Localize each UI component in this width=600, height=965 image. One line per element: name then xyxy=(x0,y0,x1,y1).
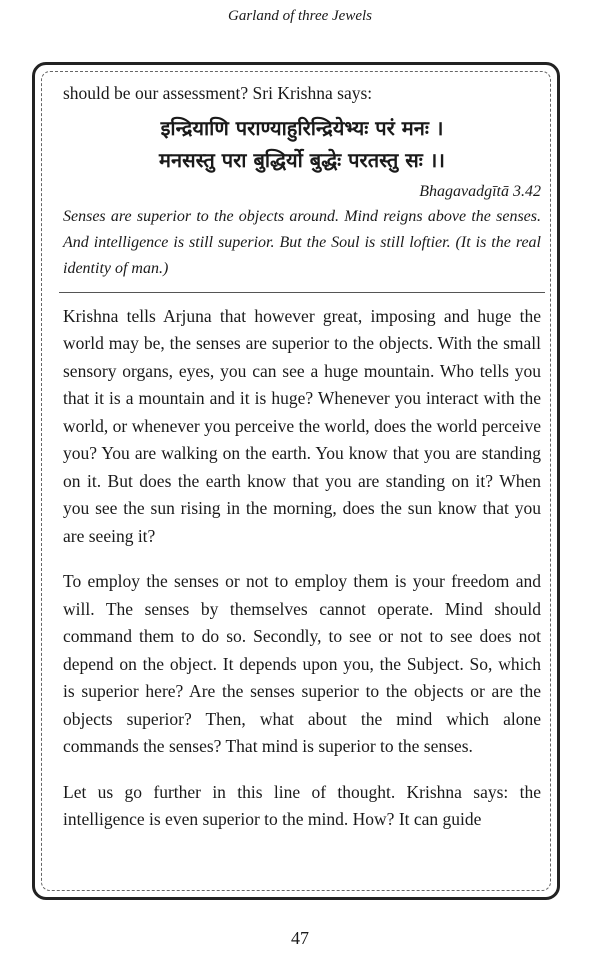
body-paragraph: Krishna tells Arjuna that however great, imposing and huge the world may be, the senses are superior to the objects. With the small sensory organs, eyes, you can see a huge mountain. Who tells you that it is a mountain and it is huge? Whenever you interact with the world, or whenever you perceive the world, does the world perceive you? You are walking on the earth. You know that you are standing on it. But does the earth know that you are standing on it? When you see the sun rising in the morning, does the sun know that you are seeing it? xyxy=(63,305,541,546)
sanskrit-verse-line-2: मनसस्तु परा बुद्धिर्यो बुद्धेः परतस्तु सः ।। xyxy=(159,147,445,172)
sanskrit-verse xyxy=(63,112,541,176)
intro-line: should be our assessment? Sri Krishna says: xyxy=(63,83,373,103)
verse-citation: Bhagavadgītā 3.42 xyxy=(419,182,541,200)
body-paragraph: To employ the senses or not to employ them is your freedom and will. The senses by themselves cannot operate. Mind should command them to do so. Secondly, to see or not to see does not depend on the object. It depends upon you, the Subject. So, which is superior here? Are the senses superior to the objects or are the objects superior? Then, what about the mind which alone commands the senses? That mind is superior to the senses. xyxy=(63,571,541,756)
verse-translation: Senses are superior to the objects around. Mind reigns above the senses. And intelligence is still superior. But the Soul is still loftier. (It is the real identity of man.) xyxy=(63,207,541,277)
running-head: Garland of three Jewels xyxy=(227,8,372,24)
page-number: 47 xyxy=(291,928,309,948)
body-paragraph: Let us go further in this line of thought. Krishna says: the intelligence is even superior to the mind. How? It can guide xyxy=(63,781,541,829)
sanskrit-verse-line-1: इन्द्रियाणि पराण्याहुरिन्द्रियेभ्यः परं मनः । xyxy=(160,115,444,140)
section-divider xyxy=(59,292,545,293)
page-content xyxy=(63,80,541,834)
